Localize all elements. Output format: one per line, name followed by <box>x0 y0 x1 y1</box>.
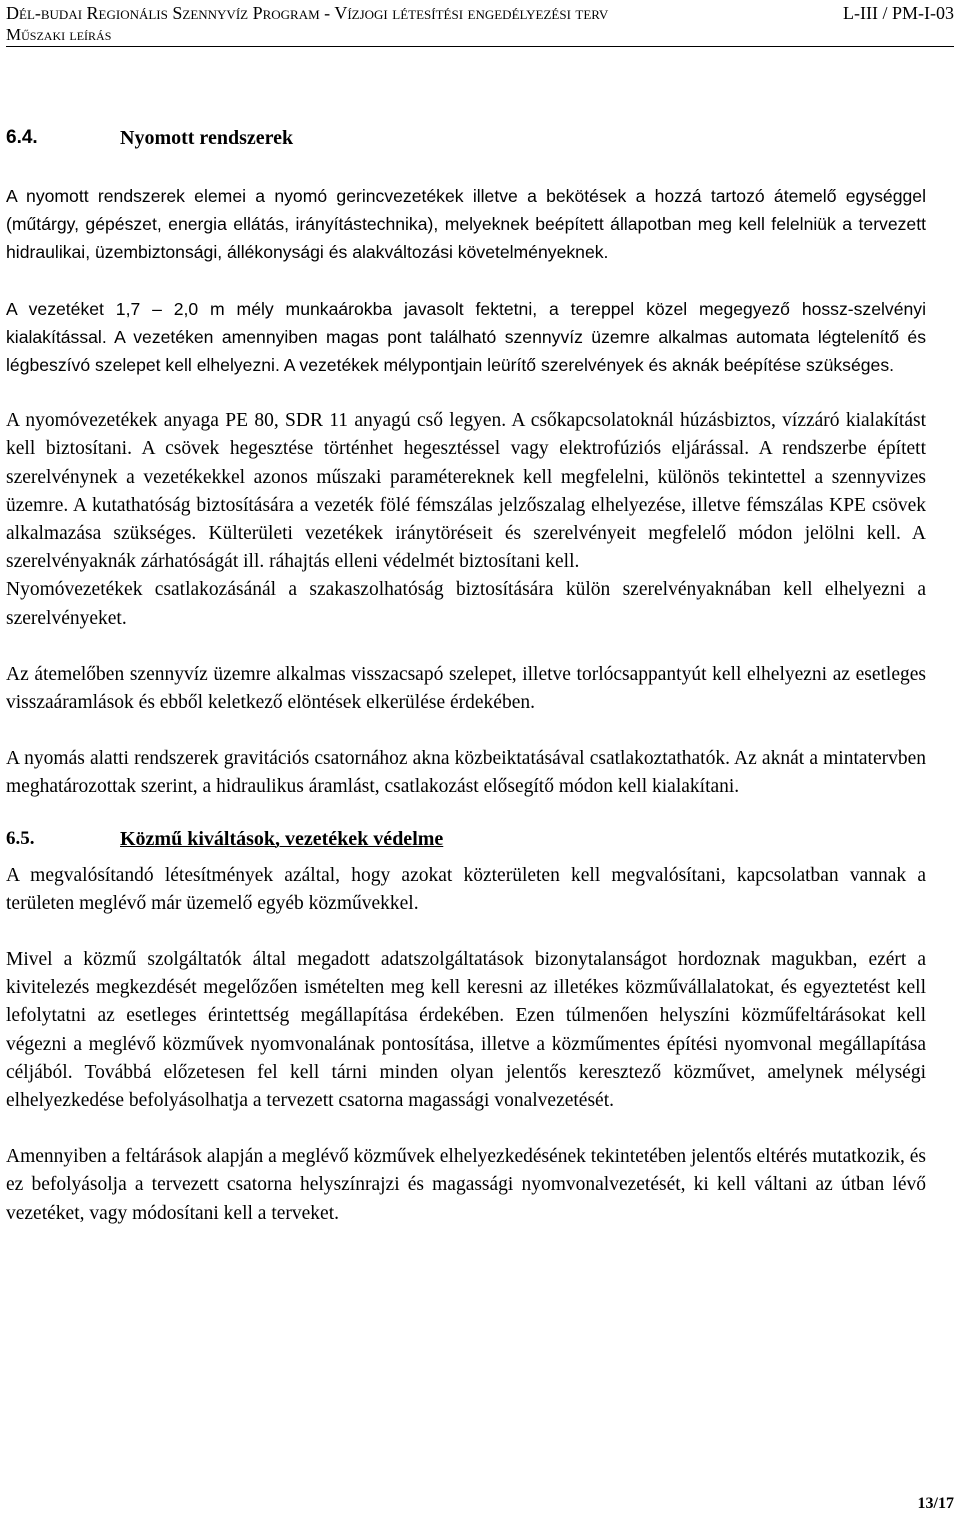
paragraph: A vezetéket 1,7 – 2,0 m mély munkaárokba javasolt fektetni, a tereppel közel megegyező hossz-szelvényi kialakítással. A vezetéken amennyiben magas pont található szennyvíz üzemre alkalmas automata légtelenítő és légbeszívó szelepet kell elhelyezni. A vezetékek mélypontjain leürítő szerelvények és aknák beépítése szükséges. <box>6 298 926 376</box>
section-title: Nyomott rendszerek <box>120 127 294 149</box>
document-code: L-III / PM-I-03 <box>843 3 954 23</box>
section-title: Közmű kiváltások, vezetékek védelme <box>120 827 444 850</box>
section-number: 6.4. <box>6 127 38 148</box>
page-content <box>6 118 926 1256</box>
page-number: 13/17 <box>917 1495 954 1512</box>
section-heading-6-4 <box>6 118 926 158</box>
section-number: 6.5. <box>6 827 35 849</box>
paragraph: Nyomóvezetékek csatlakozásánál a szakaszolhatóság biztosítására külön szerelvényaknában kell elhelyezni a szerelvényeket. <box>6 579 926 629</box>
document-title: Dél-budai Regionális Szennyvíz Program - Vízjogi létesítési engedélyezési terv <box>6 3 609 23</box>
paragraph: A nyomóvezetékek anyaga PE 80, SDR 11 anyagú cső legyen. A csőkapcsolatoknál húzásbiztos, vízzáró kialakítást kell biztosítani. A csövek hegesztése történhet hegesztéssel vagy elektrofúziós eljárással. A rendszerbe épített szerelvénynek a vezetékekkel azonos műszaki paramétereknek kell megfelelni, különös tekintettel a szennyvizes üzemre. A kutathatóság biztosítására a vezeték fölé fémszálas jelzőszalag elhelyezése, illetve fémszálas KPE csövek alkalmazása szükséges. Külterületi vezetékek iránytöréseit és szerelvényeit megfelelő módon jelölni kell. A szerelvényaknák zárhatóságát ill. ráhajtás elleni védelmét biztosítani kell. <box>6 410 926 573</box>
paragraph: Amennyiben a feltárások alapján a meglévő közművek elhelyezkedésének tekintetében jelentős eltérés mutatkozik, és ez befolyásolja a tervezett csatorna helyszínrajzi és magassági nyomvonalvezetését, ki kell váltani az útban lévő vezetéket, vagy módosítani kell a terveket. <box>6 1146 926 1224</box>
page-header <box>6 0 954 47</box>
paragraph: Mivel a közmű szolgáltatók által megadott adatszolgáltatások bizonytalanságot hordoznak magukban, ezért a kivitelezés megkezdését megelőzően ismételten meg kell keresni az illetékes közművállalatokat, és egyeztetést kell lefolytatni az esetleges érintettség megállapítása érdekében. Ezen túlmenően helyszíni közműfeltárásokat kell végezni a meglévő közművek nyomvonalának pontosítása, illetve a közműmentes építési nyomvonal megállapítása céljából. Továbbá előzetesen fel kell tárni minden olyan jelentős keresztező közművet, amelynek mélységi elhelyezkedése befolyásolhatja a tervezett csatorna magassági vonalvezetését. <box>6 949 926 1112</box>
section-heading-6-5 <box>6 822 926 856</box>
paragraph: A nyomás alatti rendszerek gravitációs csatornához akna közbeiktatásával csatlakoztathatók. Az aknát a mintatervben meghatározottak szerint, a hidraulikus áramlást, csatlakozást elősegítő módon kell kialakítani. <box>6 748 926 798</box>
paragraph: Az átemelőben szennyvíz üzemre alkalmas visszacsapó szelepet, illetve torlócsappantyút kell elhelyezni az esetleges visszaáramlások és ebből keletkező elöntések elkerülése érdekében. <box>6 663 926 714</box>
paragraph: A nyomott rendszerek elemei a nyomó gerincvezetékek illetve a bekötések a hozzá tartozó átemelő egységgel (műtárgy, gépészet, energia ellátás, irányítástechnika), melyeknek beépített állapotban meg kell felelniük a tervezett hidraulikai, üzembiztonsági, állékonysági és alakváltozási követelményeknek. <box>6 186 926 263</box>
document-subtitle: Műszaki leírás <box>6 25 112 44</box>
paragraph: A megvalósítandó létesítmények azáltal, hogy azokat közterületen kell megvalósítani, kapcsolatban vannak a területen meglévő már üzemelő egyéb közművekkel. <box>6 864 926 914</box>
